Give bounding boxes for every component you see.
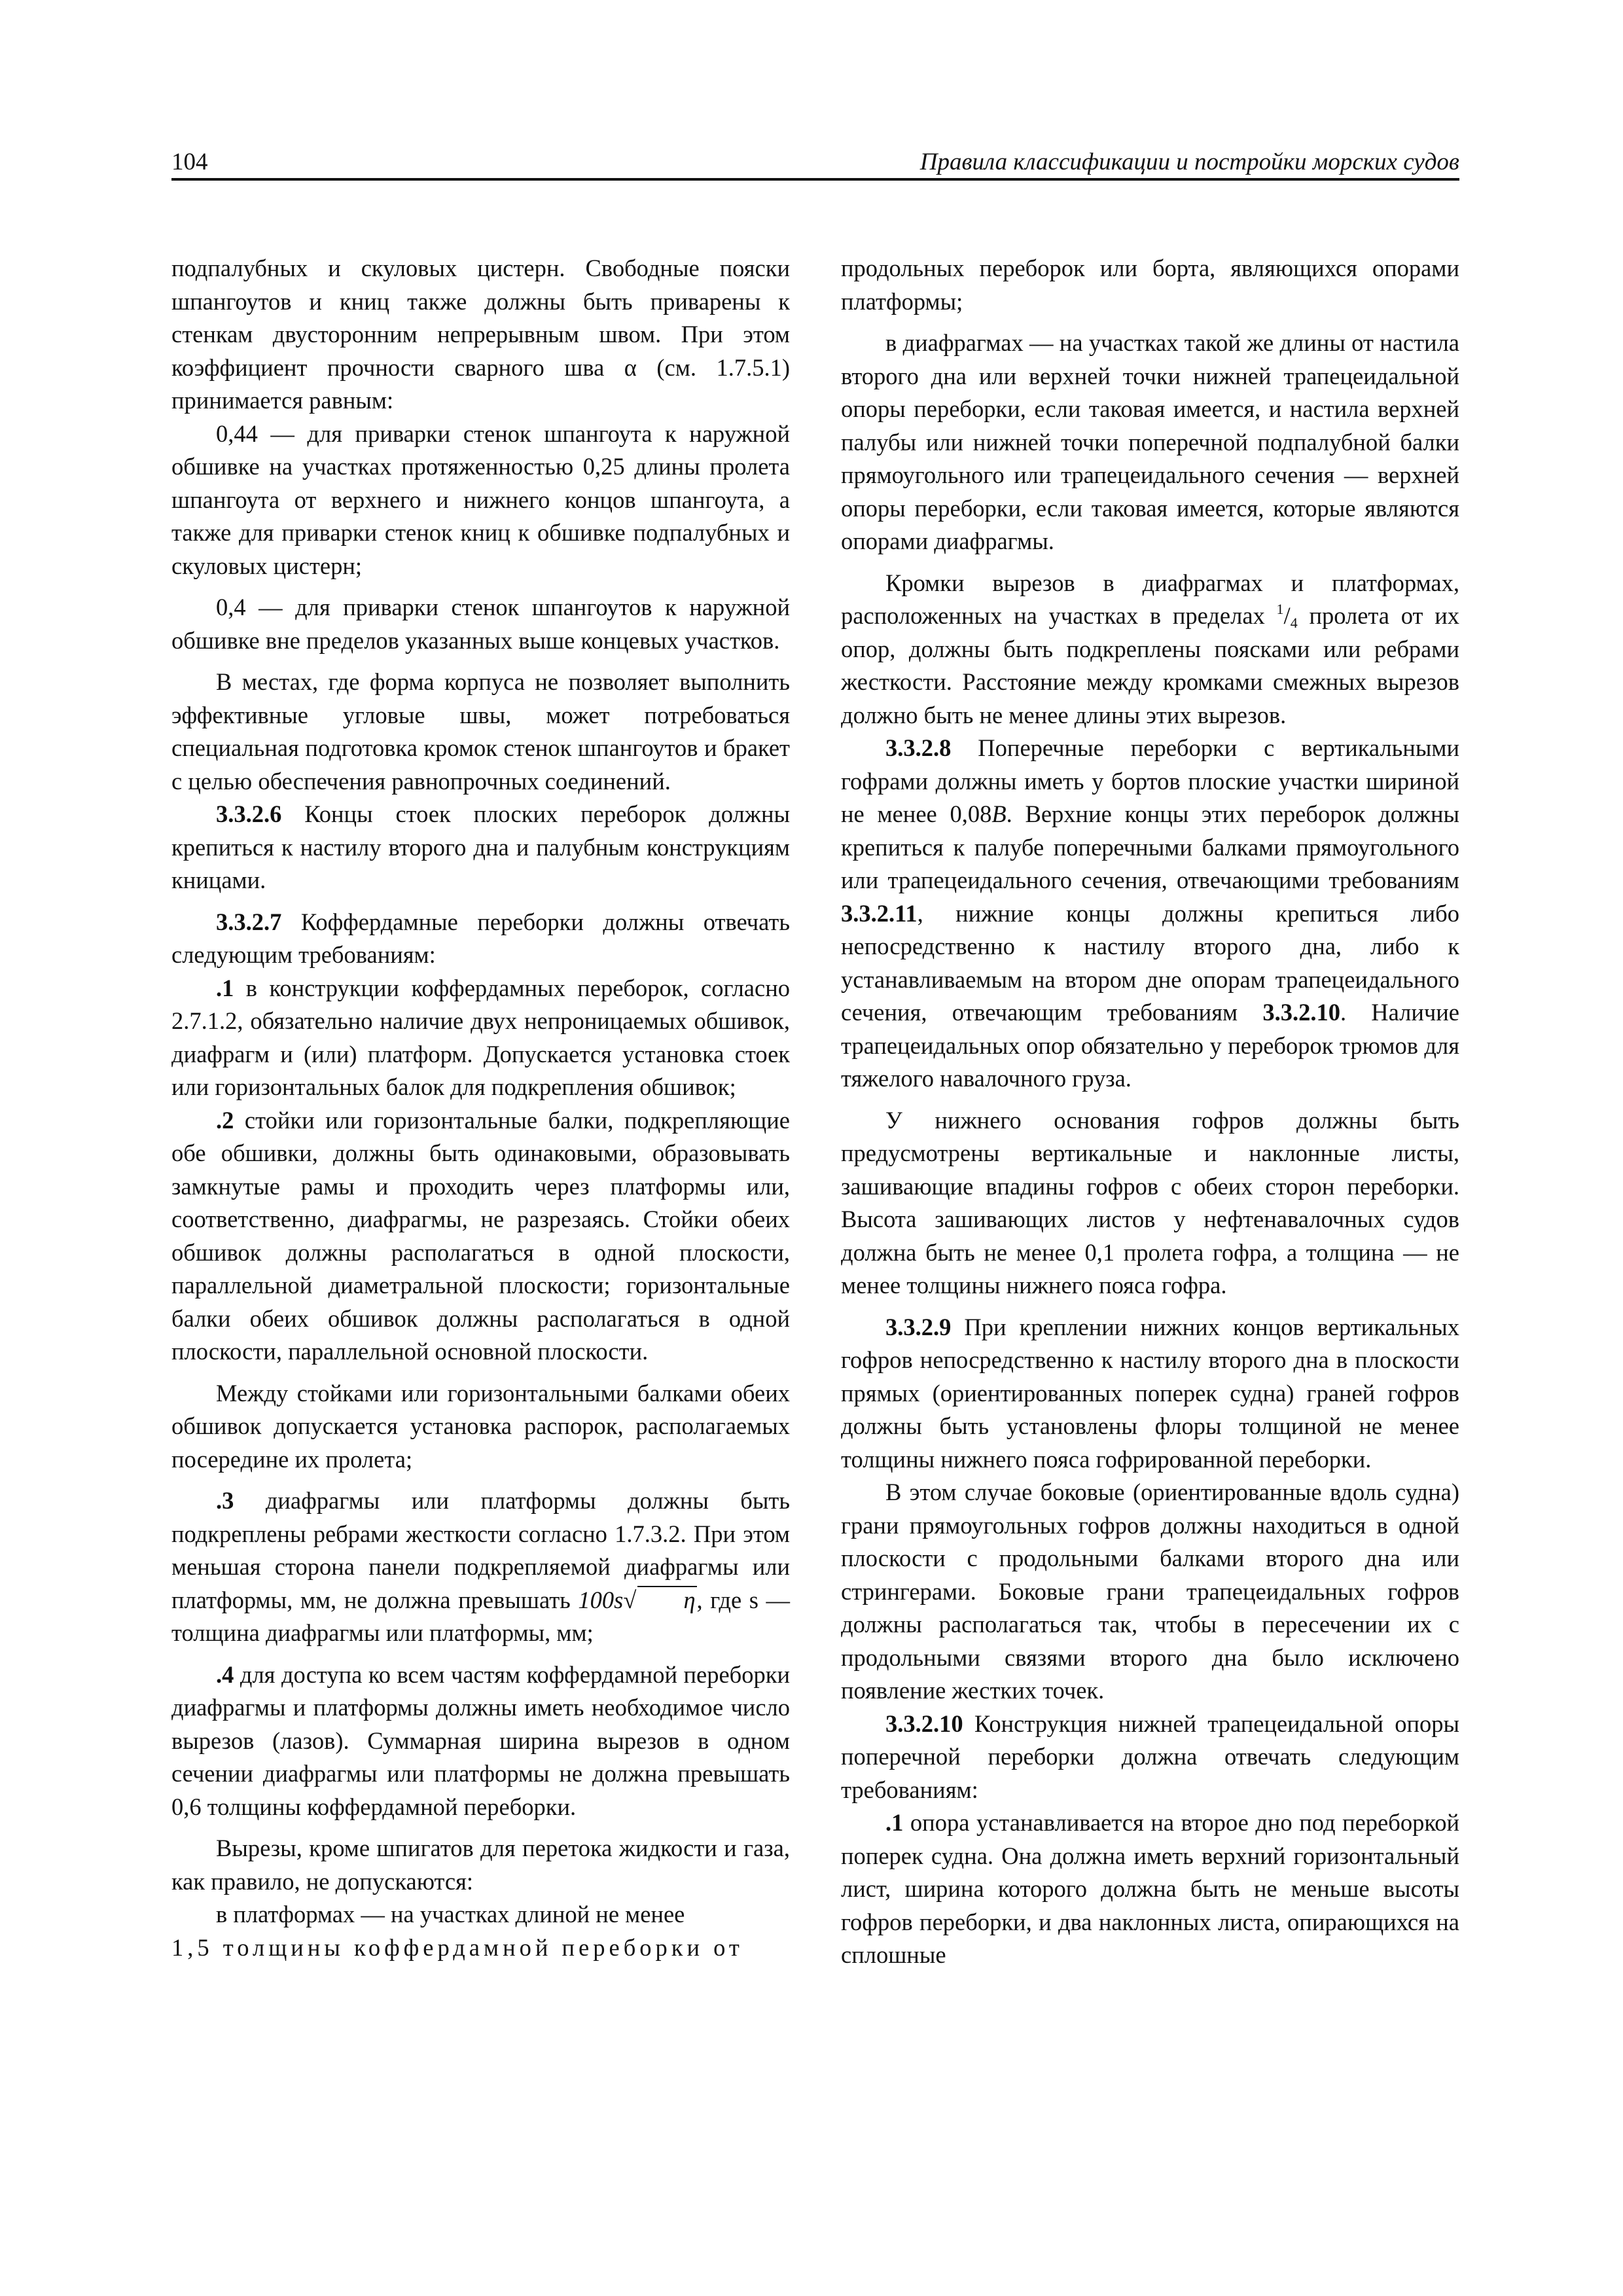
right-column — [841, 252, 1459, 1972]
sqrt-sign: √ — [623, 1586, 637, 1613]
formula: 100s√ η — [578, 1586, 696, 1613]
paragraph: Вырезы, кроме шпигатов для перетока жидкости и газа, как правило, не допускаются: — [171, 1835, 790, 1895]
left-column — [171, 252, 790, 1964]
paragraph: Кромки вырезов в диафрагмах и платформах, расположенных на участках в пределах $^1/_4$ пролета от их опор, должны быть подкреплены поясками или ребрами жесткости. Расстояние между кромками смежных вырезов должно быть не менее длины этих вырезов. — [841, 569, 1459, 728]
list-item: .1 в конструкции коффердамных переборок, согласно 2.7.1.2, обязательно наличие двух непроницаемых обшивок, диафрагм и (или) платформ. Допускается установка стоек или горизонтальных балок для подкрепления обшивок; — [171, 974, 790, 1100]
paragraph: 3.3.2.6 Концы стоек плоских переборок должны крепиться к настилу второго дна и палубным конструкциям кницами. — [171, 800, 791, 893]
page-number: 104 — [171, 149, 208, 175]
paragraph: Между стойками или горизонтальными балками обеих обшивок допускается установка распорок, располагаемых посередине их пролета; — [171, 1379, 790, 1473]
paragraph: в платформах — на участках длиной не менее — [216, 1901, 685, 1928]
paragraph: 1,5 толщины коффердамной переборки от — [171, 1933, 743, 1961]
paragraph: 3.3.2.8 Поперечные переборки с вертикальными гофрами должны иметь у бортов плоские участки шириной не менее 0,08B. Верхние концы этих переборок должны крепиться к палубе поперечными балками прямоугольного или трапецеидального сечения, отвечающими требованиям 3.3.2.11, нижние концы должны крепиться либо непосредственно к настилу второго дна, либо к устанавливаемым на втором дне опорам трапецеидального сечения, отвечающим требованиям 3.3.2.10. Наличие трапецеидальных опор обязательно у переборок трюмов для тяжелого навалочного груза. — [841, 734, 1460, 1092]
section-number: 3.3.2.10 — [885, 1710, 963, 1737]
item-number: .4 — [216, 1660, 234, 1688]
paragraph: В местах, где форма корпуса не позволяет выполнить эффективные угловые швы, может потребоваться специальная подготовка кромок стенок шпангоутов и бракет с целью обеспечения равнопрочных соединений. — [171, 668, 790, 795]
paragraph: 0,4 — для приварки стенок шпангоутов к наружной обшивке вне пределов указанных выше концевых участков. — [171, 594, 790, 654]
item-number: .2 — [216, 1106, 234, 1134]
item-number: .1 — [885, 1809, 904, 1836]
section-number: 3.3.2.8 — [885, 734, 952, 761]
paragraph: продольных переборок или борта, являющихся опорами платформы; — [841, 255, 1459, 315]
section-number: 3.3.2.7 — [216, 908, 282, 935]
paragraph: подпалубных и скуловых цистерн. Свободные пояски шпангоутов и книц также должны быть приварены к стенкам двусторонним непрерывным швом. При этом коэффициент прочности сварного шва α (см. 1.7.5.1) принимается равным: — [171, 255, 790, 414]
section-number: 3.3.2.9 — [885, 1313, 952, 1340]
fraction-numerator: 1 — [1276, 601, 1284, 617]
paragraph: В этом случае боковые (ориентированные вдоль судна) грани прямоугольных гофров должны находиться в одной плоскости с продольными балками второго дна или стрингерами. Боковые грани трапецеидальных гофров должны располагаться так, чтобы в пересечении их с продольными связями второго дна было исключено появление жестких точек. — [841, 1479, 1459, 1704]
list-item: .2 стойки или горизонтальные балки, подкрепляющие обе обшивки, должны быть одинаковыми, образовывать замкнутые рамы и проходить через платформы или, соответственно, диафрагмы, не разрезаясь. Стойки обеих обшивок должны располагаться в одной плоскости, параллельной диаметральной плоскости; горизонтальные балки обеих обшивок должны располагаться в одной плоскости, параллельной основной плоскости. — [171, 1106, 791, 1365]
section-number: 3.3.2.6 — [216, 800, 282, 827]
item-number: .3 — [216, 1487, 234, 1514]
paragraph: 3.3.2.9 При креплении нижних концов вертикальных гофров непосредственно к настилу второго дна в плоскости прямых (ориентированных поперек судна) граней гофров должны быть установлены флоры толщиной не менее толщины нижнего пояса гофрированной переборки. — [841, 1313, 1460, 1473]
paragraph: У нижнего основания гофров должны быть предусмотрены вертикальные и наклонные листы, зашивающие впадины гофров с обеих сторон переборки. Высота зашивающих листов у нефтенавалочных судов должна быть не менее 0,1 пролета гофра, а толщина — не менее толщины нижнего пояса гофра. — [841, 1106, 1459, 1299]
paragraph: 3.3.2.10 Конструкция нижней трапецеидальной опоры поперечной переборки должна отвечать следующим требованиям: — [841, 1710, 1459, 1803]
fraction-denominator: 4 — [1290, 615, 1298, 631]
list-item: .1 опора устанавливается на второе дно под переборкой поперек судна. Она должна иметь верхний горизонтальный лист, ширина которого должна быть не меньше высоты гофров переборки, и два наклонных листа, опирающихся на сплошные — [841, 1809, 1459, 1968]
list-item: .3 диафрагмы или платформы должны быть подкреплены ребрами жесткости согласно 1.7.3.2. При этом меньшая сторона панели подкрепляемой диафрагмы или платформы, мм, не должна превышать 100s√ η, где s — толщина диафрагмы или платформы, мм; — [171, 1487, 791, 1646]
paragraph: 3.3.2.7 Коффердамные переборки должны отвечать следующим требованиям: — [171, 908, 790, 968]
paragraph: 0,44 — для приварки стенок шпангоута к наружной обшивке на участках протяженностью 0,25 длины пролета шпангоута от верхнего и нижнего концов шпангоута, а также для приварки стенок книц к обшивке подпалубных и скуловых цистерн; — [171, 420, 790, 579]
page-header — [171, 145, 1459, 181]
list-item: .4 для доступа ко всем частям коффердамной переборки диафрагмы и платформы должны иметь необходимое число вырезов (лазов). Суммарная ширина вырезов в одном сечении диафрагмы или платформы не должна превышать 0,6 толщины коффердамной переборки. — [171, 1660, 791, 1820]
header-rule — [171, 178, 1459, 181]
item-number: .1 — [216, 974, 234, 1001]
running-title: Правила классификации и постройки морских судов — [919, 149, 1459, 175]
paragraph: в диафрагмах — на участках такой же длины от настила второго дна или верхней точки нижней трапецеидальной опоры переборки, если таковая имеется, и настила верхней палубы или нижней точки поперечной подпалубной балки прямоугольного или трапецеидального сечения — верхней опоры переборки, если таковая имеется, которые являются опорами диафрагмы. — [841, 329, 1459, 554]
